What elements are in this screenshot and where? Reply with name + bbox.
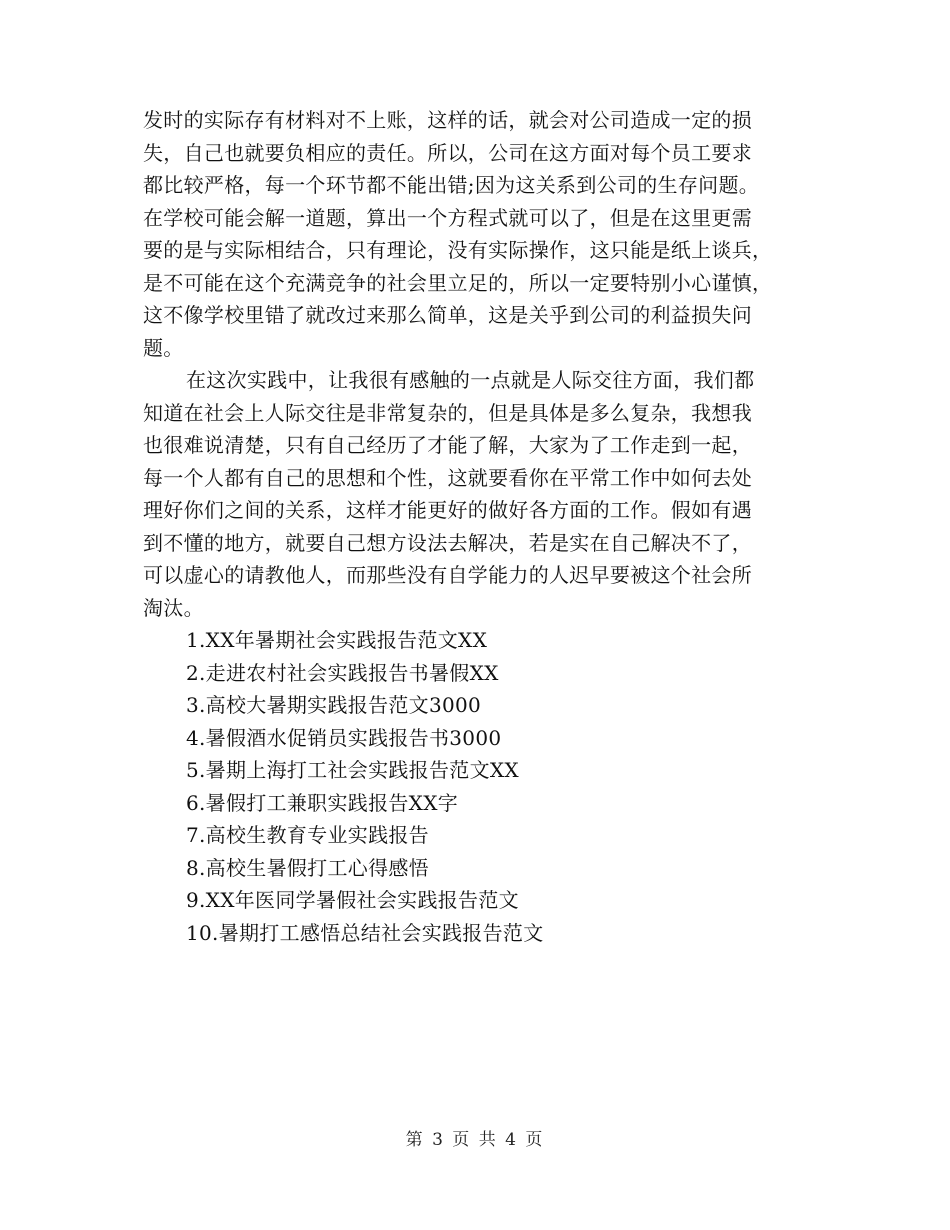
paragraph-line: 在这次实践中，让我很有感触的一点就是人际交往方面，我们都 bbox=[186, 368, 755, 392]
paragraph-line: 知道在社会上人际交往是非常复杂的，但是具体是多么复杂，我想我 bbox=[143, 400, 752, 425]
paragraph-1 bbox=[143, 104, 808, 364]
paragraph-line: 在学校可能会解一道题，算出一个方程式就可以了，但是在这里更需 bbox=[143, 205, 752, 230]
paragraph-line: 也很难说清楚，只有自己经历了才能了解，大家为了工作走到一起， bbox=[143, 433, 752, 457]
page-number-footer: 第 3 页 共 4 页 bbox=[405, 1130, 545, 1150]
list-item: 6.暑假打工兼职实践报告XX字 bbox=[186, 790, 459, 815]
paragraph-line: 要的是与实际相结合，只有理论，没有实际操作，这只能是纸上谈兵， bbox=[143, 238, 773, 262]
list-item: 4.暑假酒水促销员实践报告书3000 bbox=[186, 725, 502, 750]
paragraph-line: 题。 bbox=[143, 335, 184, 360]
paragraph-2 bbox=[143, 364, 808, 624]
list-item: 1.XX年暑期社会实践报告范文XX bbox=[186, 628, 488, 652]
list-item: 10.暑期打工感悟总结社会实践报告范文 bbox=[186, 920, 544, 945]
paragraph-line: 淘汰。 bbox=[143, 595, 204, 620]
paragraph-line: 都比较严格，每一个环节都不能出错;因为这关系到公司的生存问题。 bbox=[143, 173, 760, 197]
list-item: 5.暑期上海打工社会实践报告范文XX bbox=[186, 758, 519, 782]
list-item: 2.走进农村社会实践报告书暑假XX bbox=[186, 660, 499, 685]
list-item: 3.高校大暑期实践报告范文3000 bbox=[186, 693, 482, 717]
list-item: 9.XX年医同学暑假社会实践报告范文 bbox=[186, 888, 519, 912]
paragraph-line: 这不像学校里错了就改过来那么简单，这是关乎到公司的利益损失问 bbox=[143, 303, 752, 327]
list-item: 7.高校生教育专业实践报告 bbox=[186, 823, 429, 847]
paragraph-line: 到不懂的地方，就要自己想方设法去解决，若是实在自己解决不了， bbox=[143, 530, 752, 555]
paragraph-line: 每一个人都有自己的思想和个性，这就要看你在平常工作中如何去处 bbox=[143, 465, 752, 490]
list-item: 8.高校生暑假打工心得感悟 bbox=[186, 855, 429, 880]
paragraph-line: 理好你们之间的关系，这样才能更好的做好各方面的工作。假如有遇 bbox=[143, 498, 752, 522]
paragraph-line: 失，自己也就要负相应的责任。所以，公司在这方面对每个员工要求 bbox=[143, 140, 752, 165]
paragraph-line: 发时的实际存有材料对不上账，这样的话，就会对公司造成一定的损 bbox=[143, 108, 752, 132]
document-body bbox=[143, 104, 808, 949]
paragraph-line: 是不可能在这个充满竞争的社会里立足的，所以一定要特别小心谨慎， bbox=[143, 270, 773, 295]
related-articles-list bbox=[143, 624, 808, 949]
paragraph-line: 可以虚心的请教他人，而那些没有自学能力的人迟早要被这个社会所 bbox=[143, 563, 752, 587]
